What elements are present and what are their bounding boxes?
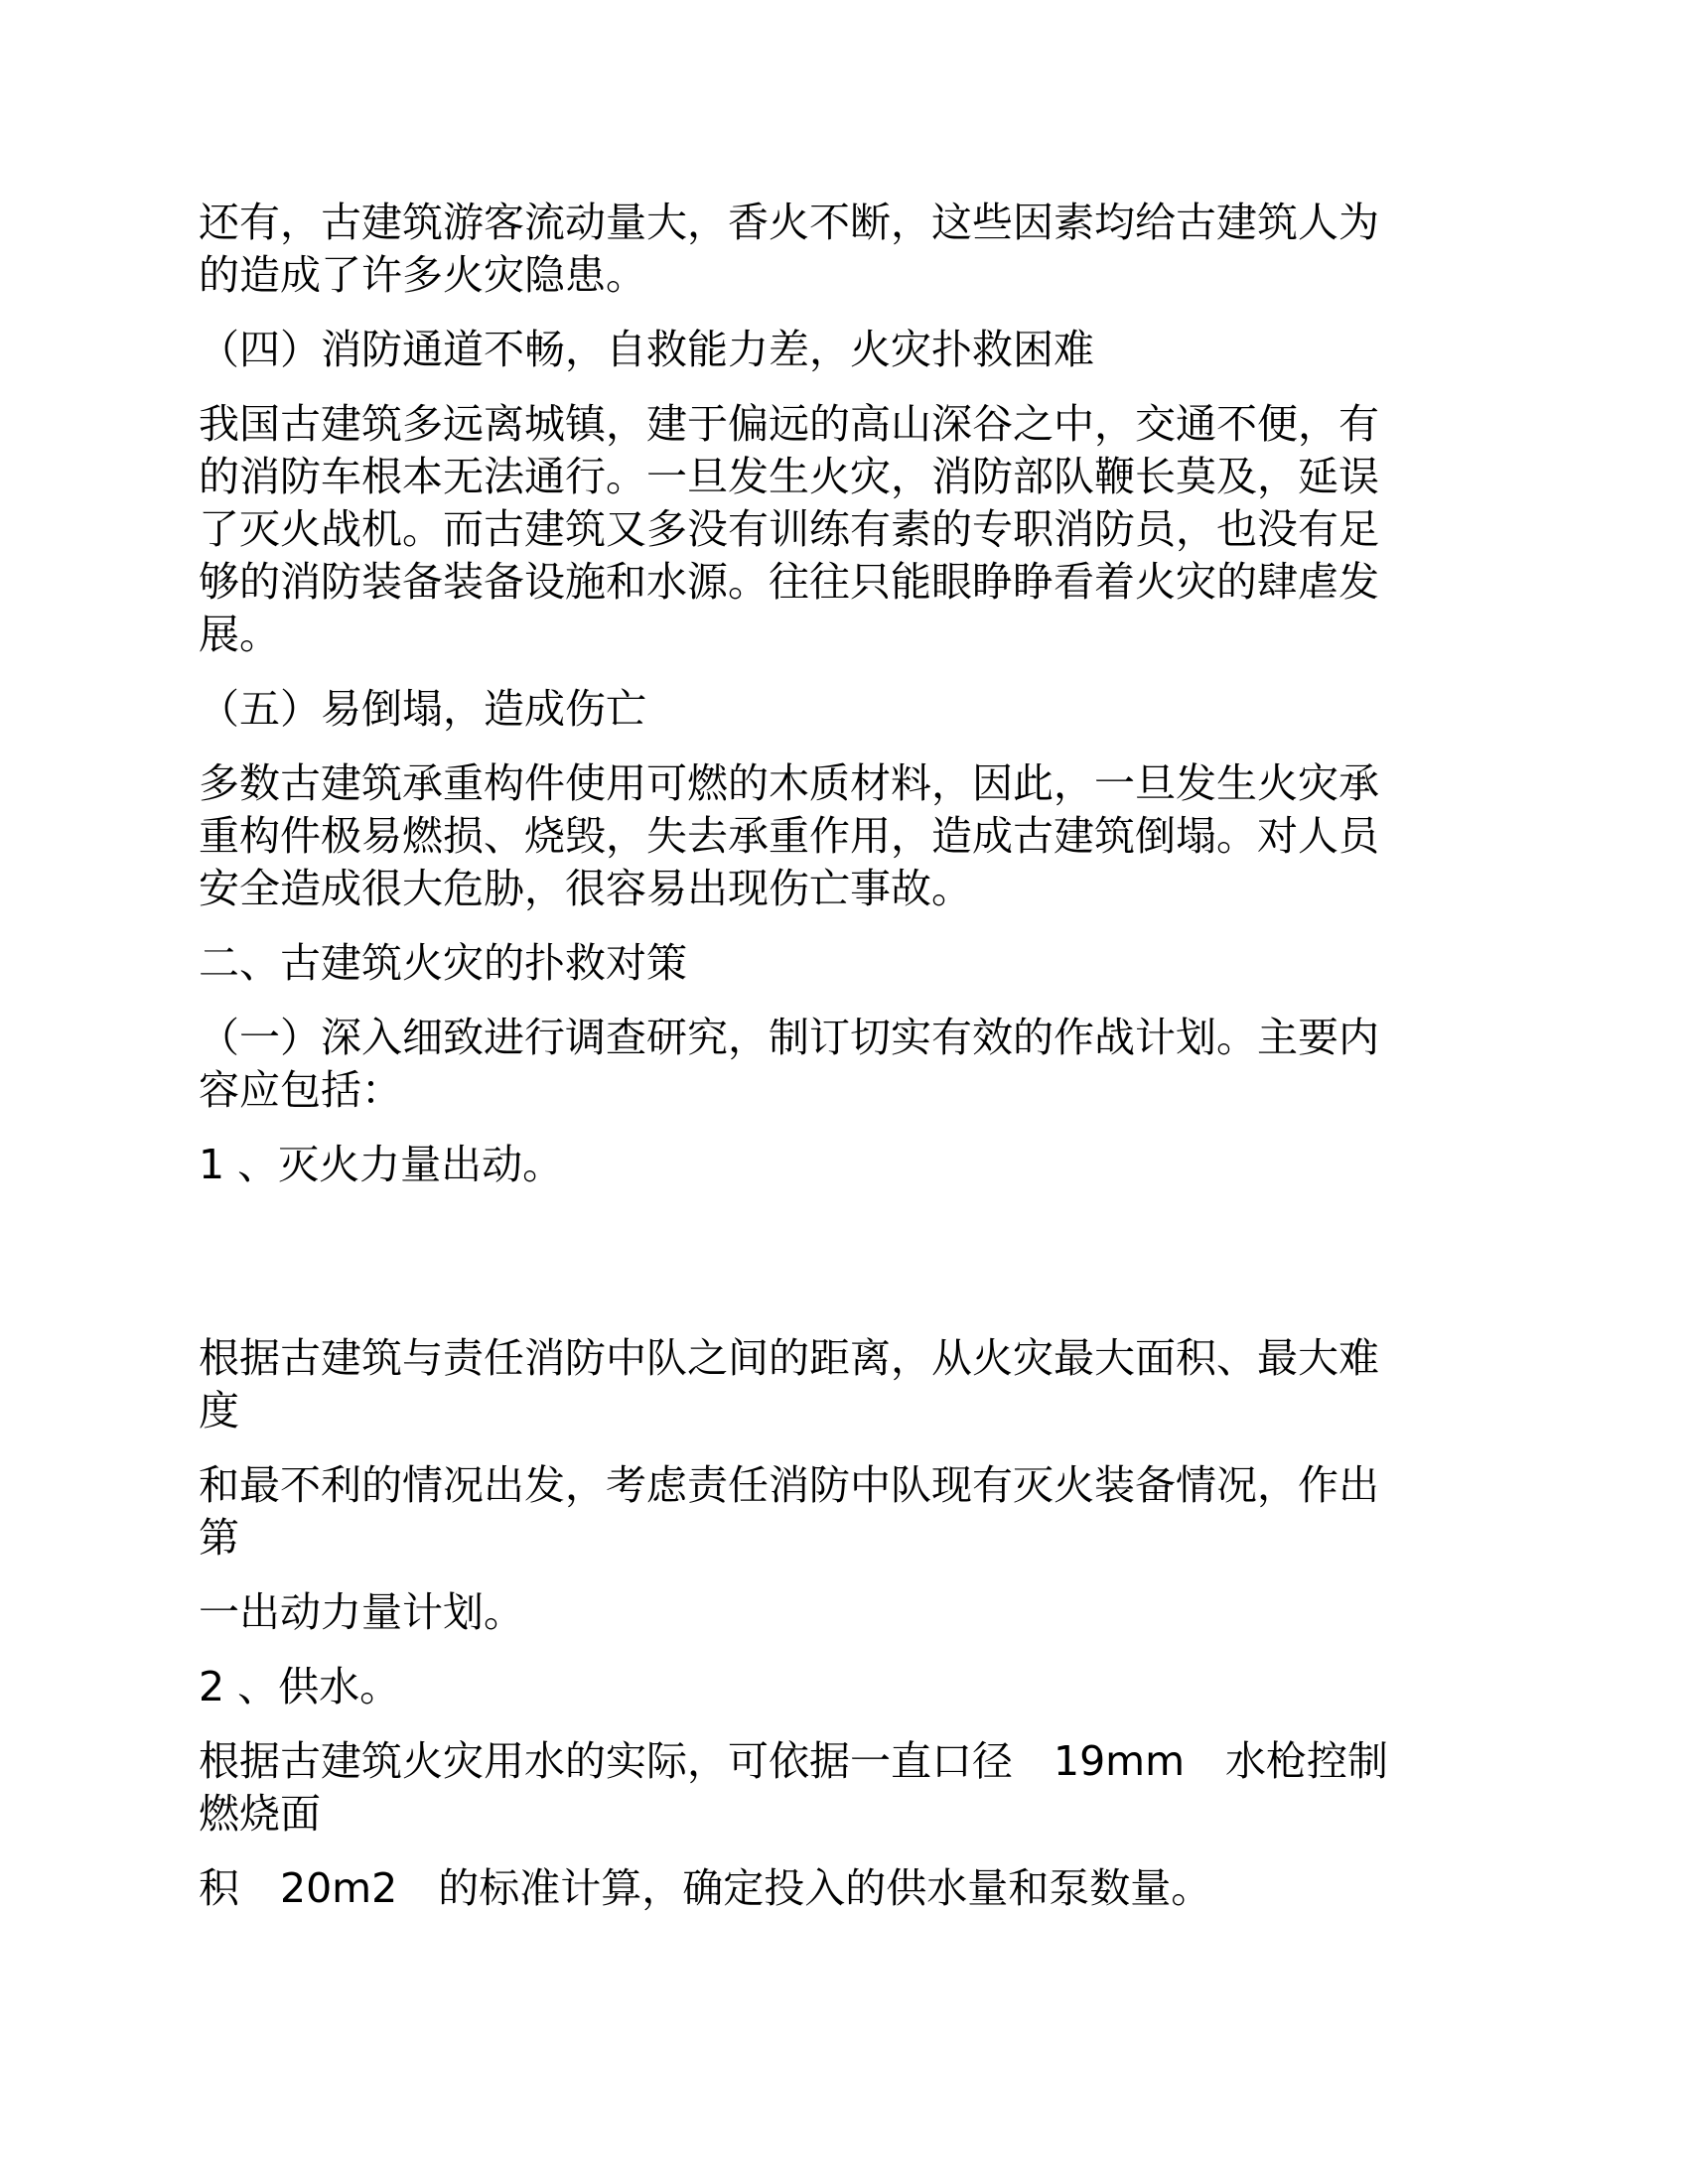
list-item-2 bbox=[199, 1661, 1489, 1713]
text-line: 2 、供水。 bbox=[199, 1663, 401, 1710]
paragraph-first-dispatch bbox=[199, 1586, 1489, 1639]
text-line: 和最不利的情况出发，考虑责任消防中队现有灭火装备情况，作出 bbox=[199, 1461, 1379, 1509]
paragraph-water-use bbox=[199, 1735, 1489, 1841]
text-line: 1 、灭火力量出动。 bbox=[199, 1141, 564, 1188]
text-line: （四）消防通道不畅，自救能力差，火灾扑救困难 bbox=[199, 326, 1094, 373]
text-line: 够的消防装备装备设施和水源。往往只能眼睁睁看着火灾的肆虐发 bbox=[199, 558, 1379, 606]
heading-part-2 bbox=[199, 937, 1489, 990]
paragraph-worst-case bbox=[199, 1459, 1489, 1565]
document-body bbox=[199, 197, 1489, 1937]
text-line: 一出动力量计划。 bbox=[199, 1588, 524, 1636]
heading-subsection-1 bbox=[199, 1012, 1489, 1117]
heading-section-5 bbox=[199, 683, 1489, 736]
paragraph-fire-hazards-cont bbox=[199, 197, 1489, 302]
text-line: 多数古建筑承重构件使用可燃的木质材料，因此，一旦发生火灾承 bbox=[199, 759, 1379, 807]
text-line: 我国古建筑多远离城镇，建于偏远的高山深谷之中，交通不便，有 bbox=[199, 400, 1379, 448]
text-line: 安全造成很大危胁，很容易出现伤亡事故。 bbox=[199, 865, 972, 912]
text-line: 根据古建筑与责任消防中队之间的距离，从火灾最大面积、最大难 bbox=[199, 1334, 1379, 1382]
text-line: 重构件极易燃损、烧毁，失去承重作用，造成古建筑倒塌。对人员 bbox=[199, 812, 1379, 860]
text-line: 根据古建筑火灾用水的实际，可依据一直口径 19mm 水枪控制 bbox=[199, 1737, 1389, 1785]
text-line: 了灭火战机。而古建筑又多没有训练有素的专职消防员，也没有足 bbox=[199, 505, 1379, 553]
text-line: 二、古建筑火灾的扑救对策 bbox=[199, 939, 687, 987]
text-line: 第 bbox=[199, 1514, 239, 1562]
text-line: 展。 bbox=[199, 611, 280, 658]
text-line: （一）深入细致进行调查研究，制订切实有效的作战计划。主要内 bbox=[199, 1014, 1379, 1061]
paragraph-distance bbox=[199, 1332, 1489, 1437]
paragraph-remote-location bbox=[199, 398, 1489, 661]
text-line: 燃烧面 bbox=[199, 1790, 321, 1838]
text-line: （五）易倒塌，造成伤亡 bbox=[199, 685, 646, 733]
paragraph-collapse bbox=[199, 757, 1489, 915]
text-line: 的消防车根本无法通行。一旦发生火灾，消防部队鞭长莫及，延误 bbox=[199, 453, 1379, 500]
text-line: 还有，古建筑游客流动量大，香火不断，这些因素均给古建筑人为 bbox=[199, 199, 1379, 246]
blank-gap bbox=[199, 1213, 1489, 1332]
text-line: 度 bbox=[199, 1387, 239, 1434]
text-line: 积 20m2 的标准计算，确定投入的供水量和泵数量。 bbox=[199, 1864, 1212, 1912]
list-item-1 bbox=[199, 1139, 1489, 1191]
heading-section-4 bbox=[199, 324, 1489, 376]
text-line: 容应包括： bbox=[199, 1066, 402, 1114]
text-line: 的造成了许多火灾隐患。 bbox=[199, 251, 646, 299]
paragraph-water-standard bbox=[199, 1862, 1489, 1915]
